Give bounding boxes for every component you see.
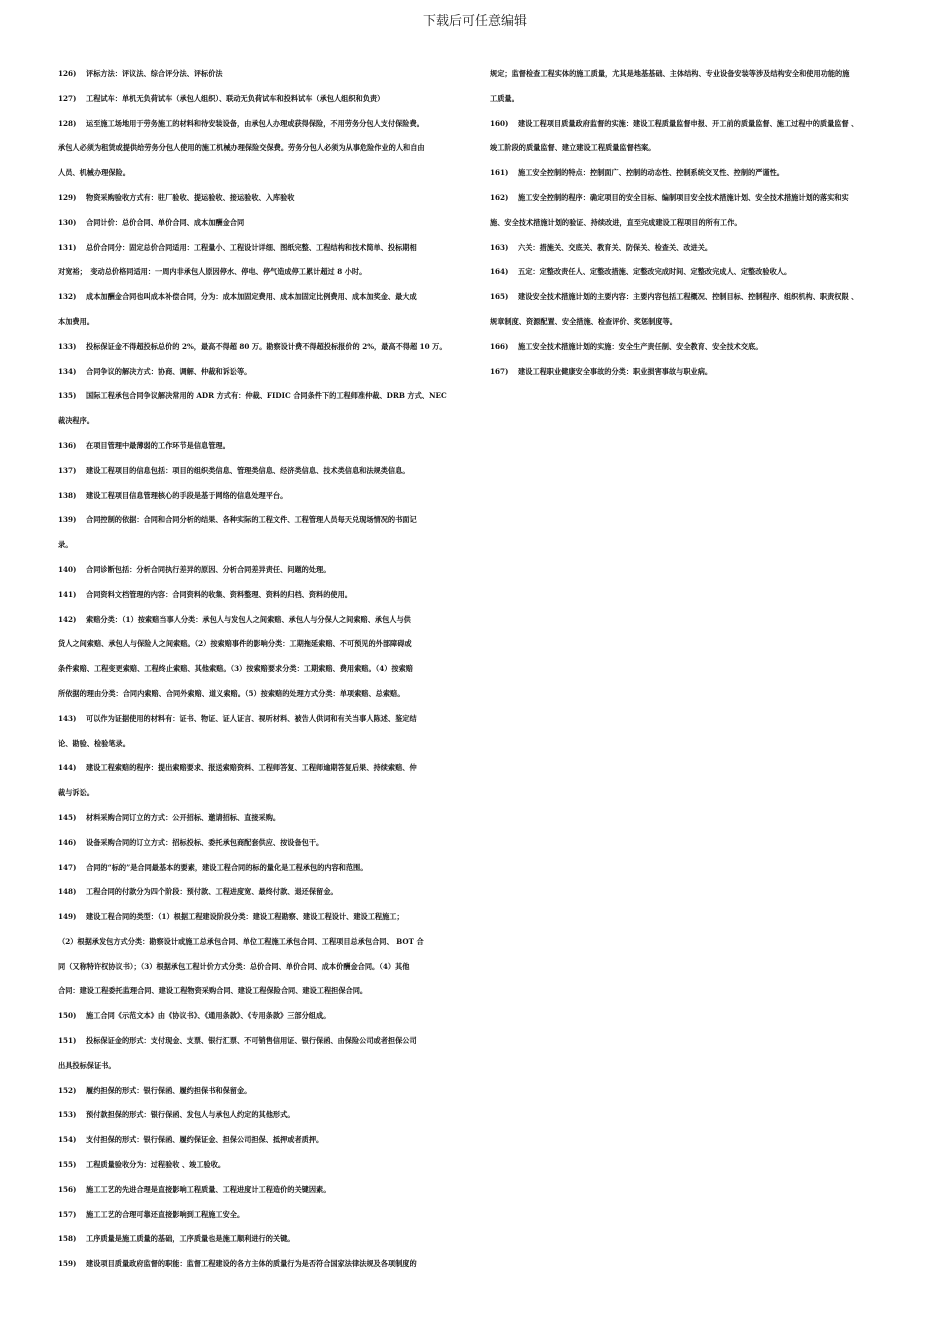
item-text: 工序质量是施工质量的基础，工序质量也是施工顺利进行的关键。 (86, 1234, 295, 1244)
item-text: 物资采购验收方式有：驻厂验收、提运验收、接运验收、入库验收 (86, 192, 295, 202)
page-header: 下载后可任意编辑 (422, 14, 527, 29)
text-line (490, 136, 902, 161)
text-line (490, 236, 902, 261)
text-line (58, 583, 462, 608)
item-number: 142) (58, 614, 77, 624)
text-line (490, 186, 902, 211)
item-text: 工程质量验收分为：过程验收 、竣工验收。 (86, 1160, 226, 1170)
item-number: 133) (58, 341, 77, 351)
item-text: 工质量。 (490, 93, 519, 103)
item-number: 166) (490, 341, 509, 351)
item-text: 索赔分类：（1）按索赔当事人分类：承包人与发包人之间索赔、承包人与分保人之间索赔、承包人与供 (86, 614, 411, 624)
text-line (58, 657, 462, 682)
text-line (490, 112, 902, 137)
text-line (58, 856, 462, 881)
item-number: 126) (58, 69, 77, 78)
item-number: 129) (58, 192, 77, 202)
item-text: 合同的“标的”是合同最基本的要素，建设工程合同的标的量化是工程承包的内容和范围。 (86, 862, 368, 872)
item-text: 成本加酬金合同也叫成本补偿合同，分为：成本加固定费用、成本加固定比例费用、成本加奖金、最大成 (86, 292, 417, 302)
item-text: 建设工程索赔的程序：提出索赔要求、报送索赔资料、工程师答复、工程师逾期答复后果、持续索赔、仲 (86, 763, 417, 773)
text-line (58, 161, 462, 186)
item-number: 150) (58, 1011, 77, 1021)
text-line (58, 1227, 462, 1252)
text-line (58, 335, 462, 360)
item-number: 149) (58, 912, 77, 922)
item-number: 160) (490, 118, 509, 128)
item-number: 167) (490, 366, 509, 376)
text-line (58, 434, 462, 459)
text-line (58, 136, 462, 161)
item-number: 130) (58, 217, 77, 227)
text-line (58, 806, 462, 831)
text-line (58, 632, 462, 657)
item-text: 人员、机械办理保险。 (58, 168, 130, 178)
item-text: 施工安全控制的程序：确定项目的安全目标、编制项目安全技术措施计划、安全技术措施计划的落实和实 (518, 192, 849, 202)
item-text: 投标保证金的形式：支付现金、支票、银行汇票、不可销售信用证、银行保函、由保险公司或者担保公司 (86, 1036, 417, 1046)
item-text: 支付担保的形式：银行保函、履约保证金、担保公司担保、抵押或者质押。 (86, 1135, 324, 1145)
item-text: 货人之间索赔、承包人与保险人之间索赔。（2）按索赔事件的影响分类：工期拖延索赔、不可预见的外部障碍或 (58, 639, 412, 649)
item-text: 可以作为证据使用的材料有：证书、物证、证人证言、视听材料、被告人供词和有关当事人陈述、鉴定结 (86, 713, 417, 723)
text-line (58, 732, 462, 757)
text-line (58, 384, 462, 409)
item-text: 施工安全技术措施计划的实施：安全生产责任制、安全教育、安全技术交底。 (518, 341, 763, 351)
item-text: 合同：建设工程委托监理合同、建设工程物资采购合同、建设工程保险合同、建设工程担保合同。 (58, 986, 368, 996)
text-line (58, 756, 462, 781)
item-number: 127) (58, 93, 77, 103)
item-text: 总价合同分：固定总价合同适用：工程量小、工程设计详细、图纸完整、工程结构和技术简单、投标期相 (86, 242, 417, 252)
item-text: 设备采购合同的订立方式：招标投标、委托承包商配套供应、按设备包干。 (86, 837, 324, 847)
text-line (58, 1004, 462, 1029)
text-line (58, 930, 462, 955)
text-line (58, 62, 462, 87)
item-text: 评标方法：评议法、综合评分法、评标价法 (86, 69, 223, 78)
item-number: 140) (58, 564, 77, 574)
item-text: 建设工程项目质量政府监督的实施：建设工程质量监督申报、开工前的质量监督、施工过程中的质量监督 、 (518, 118, 859, 128)
item-text: 施工工艺的先进合理是直接影响工程质量、工程进度计工程造价的关键因素。 (86, 1184, 331, 1194)
text-line (490, 260, 902, 285)
text-line (58, 608, 462, 633)
item-text: 材料采购合同订立的方式：公开招标、邀请招标、直接采购。 (86, 812, 281, 822)
text-line (58, 310, 462, 335)
text-line (58, 260, 462, 285)
item-text: 工程试车：单机无负荷试车（承包人组织）、联动无负荷试车和投料试车（承包人组织和负责） (86, 93, 385, 103)
text-line (58, 1103, 462, 1128)
item-number: 143) (58, 713, 77, 723)
item-text: 国际工程承包合同争议解决常用的 ADR 方式有：仲裁、FIDIC 合同条件下的工程师准仲裁、DRB 方式、NEC (86, 391, 447, 401)
text-line (58, 285, 462, 310)
text-line (490, 335, 902, 360)
item-number: 134) (58, 366, 77, 376)
text-line (58, 87, 462, 112)
text-line (58, 905, 462, 930)
item-text: 工程合同的付款分为四个阶段：预付款、工程进度宽、最终付款、退还保留金。 (86, 887, 338, 897)
item-text: 裁决程序。 (58, 416, 94, 426)
item-number: 162) (490, 192, 509, 202)
item-text: 建设工程项目的信息包括：项目的组织类信息、管理类信息、经济类信息、技术类信息和法规类信息。 (86, 465, 410, 475)
text-line (490, 310, 902, 335)
item-number: 157) (58, 1209, 77, 1219)
text-line (58, 112, 462, 137)
text-line (58, 682, 462, 707)
item-text: 施工工艺的合理可靠还直接影响到工程施工安全。 (86, 1209, 245, 1219)
right-column (490, 62, 902, 384)
text-line (58, 1054, 462, 1079)
item-text: 运至施工场地用于劳务施工的材料和待安装设备，由承包人办理或获得保险，不用劳务分包人支付保险费。 (86, 118, 424, 128)
item-text: 合同诊断包括：分析合同执行差异的原因、分析合同差异责任、问题的处理。 (86, 564, 331, 574)
left-column (58, 62, 462, 1277)
text-line (58, 409, 462, 434)
item-text: 施工合同《示范文本》由《协议书》、《通用条款》、《专用条款》三部分组成。 (86, 1011, 331, 1021)
item-number: 155) (58, 1160, 77, 1170)
item-number: 141) (58, 589, 77, 599)
text-line (58, 1252, 462, 1277)
text-line (58, 459, 462, 484)
item-text: 建设项目质量政府监督的职能：监督工程建设的各方主体的质量行为是否符合国家法律法规及各项制度的 (86, 1259, 417, 1269)
item-text: 五定：定整改责任人、定整改措施、定整改完成时间、定整改完成人、定整改验收人。 (518, 267, 792, 277)
text-line (58, 1178, 462, 1203)
text-line (490, 211, 902, 236)
item-text: 承包人必须为租赁或提供给劳务分包人使用的施工机械办理保险交保费。劳务分包人必须为从事危险作业的人和自由 (58, 143, 425, 153)
item-number: 165) (490, 292, 509, 302)
item-number: 132) (58, 292, 77, 302)
item-number: 139) (58, 515, 77, 525)
item-number: 138) (58, 490, 77, 500)
text-line (58, 211, 462, 236)
text-line (490, 62, 902, 87)
text-line (58, 533, 462, 558)
item-number: 152) (58, 1085, 77, 1095)
item-text: 投标保证金不得超投标总价的 2%，最高不得超 80 万。勘察设计费不得超投标报价的 2%，最高不得超 10 万。 (86, 341, 447, 351)
item-text: 录。 (58, 540, 73, 550)
item-number: 154) (58, 1135, 77, 1145)
item-number: 137) (58, 465, 77, 475)
text-line (58, 955, 462, 980)
item-text: 施、安全技术措施计划的验证、持续改进，直至完成建设工程项目的所有工作。 (490, 217, 742, 227)
item-number: 131) (58, 242, 77, 252)
item-text: 建设安全技术措施计划的主要内容：主要内容包括工程概况、控制目标、控制程序、组织机构、职责权限 、 (518, 292, 859, 302)
item-text: 合同资料文档管理的内容：合同资料的收集、资料整理、资料的归档、资料的使用。 (86, 589, 352, 599)
item-number: 128) (58, 118, 77, 128)
item-number: 156) (58, 1184, 77, 1194)
item-text: 合同控制的依据：合同和合同分析的结果、各种实际的工程文件、工程管理人员每天兑现场情况的书面记 (86, 515, 417, 525)
text-line (58, 880, 462, 905)
text-line (490, 87, 902, 112)
item-text: 规章制度、资源配置、安全措施、检查评价、奖惩制度等。 (490, 316, 677, 326)
item-text: 合同争议的解决方式：协商、调解、仲裁和诉讼等。 (86, 366, 252, 376)
item-text: 建设工程职业健康安全事故的分类：职业损害事故与职业病。 (518, 366, 713, 376)
item-number: 136) (58, 440, 77, 450)
item-text: 规定；监督检查工程实体的施工质量，尤其是地基基础、主体结构、专业设备安装等涉及结构安全和使用功能的施 (490, 69, 850, 78)
text-line (58, 781, 462, 806)
text-line (58, 831, 462, 856)
item-text: 合同计价：总价合同、单价合同、成本加酬金合同 (86, 217, 245, 227)
item-text: 施工安全控制的特点：控制面广、控制的动态性、控制系统交叉性、控制的严谨性。 (518, 168, 784, 178)
text-line (58, 236, 462, 261)
text-line (58, 707, 462, 732)
item-text: 条件索赔、工程变更索赔、工程终止索赔、其他索赔。（3）按索赔要求分类：工期索赔、费用索赔。（4）按索赔 (58, 664, 413, 674)
item-text: 裁与诉讼。 (58, 788, 94, 798)
item-number: 148) (58, 887, 77, 897)
item-text: 对宽裕； 变动总价格同适用：一周内非承包人原因停水、停电、停气造成停工累计超过 8 小时。 (58, 267, 367, 277)
item-number: 147) (58, 862, 77, 872)
text-line (58, 1153, 462, 1178)
text-line (490, 161, 902, 186)
item-text: 建设工程项目信息管理核心的手段是基于网络的信息处理平台。 (86, 490, 288, 500)
item-text: 在项目管理中最薄弱的工作环节是信息管理。 (86, 440, 230, 450)
item-text: 所依据的理由分类：合同内索赔、合同外索赔、道义索赔。（5）按索赔的处理方式分类：单项索赔、总索赔。 (58, 688, 405, 698)
text-line (58, 558, 462, 583)
item-number: 151) (58, 1036, 77, 1046)
item-text: （2）根据承发包方式分类：勘察设计或施工总承包合同、单位工程施工承包合同、工程项目总承包合同、 BOT 合 (58, 936, 424, 946)
text-line (58, 1128, 462, 1153)
item-number: 158) (58, 1234, 77, 1244)
item-number: 146) (58, 837, 77, 847)
item-number: 163) (490, 242, 509, 252)
item-text: 同（又称特许权协议书）；（3）根据承包工程计价方式分类：总价合同、单价合同、成本价酬金合同。（4）其他 (58, 961, 410, 971)
item-text: 本加费用。 (58, 316, 94, 326)
text-line (58, 1203, 462, 1228)
text-line (58, 1029, 462, 1054)
text-line (58, 186, 462, 211)
text-line (490, 360, 902, 385)
item-number: 135) (58, 391, 77, 401)
item-text: 竣工阶段的质量监督、建立建设工程质量监督档案。 (490, 143, 656, 153)
text-line (58, 360, 462, 385)
item-text: 六关：措施关、交底关、教育关、防保关、检查关、改进关。 (518, 242, 713, 252)
item-number: 145) (58, 812, 77, 822)
item-number: 144) (58, 763, 77, 773)
item-number: 164) (490, 267, 509, 277)
item-text: 论、勘验、检验笔录。 (58, 738, 130, 748)
item-number: 161) (490, 168, 509, 178)
text-line (58, 484, 462, 509)
item-text: 出具投标保证书。 (58, 1060, 116, 1070)
text-line (58, 979, 462, 1004)
item-text: 履约担保的形式：银行保函、履约担保书和保留金。 (86, 1085, 252, 1095)
item-number: 159) (58, 1259, 77, 1269)
item-number: 153) (58, 1110, 77, 1120)
text-line (58, 508, 462, 533)
item-text: 预付款担保的形式：银行保函、发包人与承包人约定的其他形式。 (86, 1110, 295, 1120)
text-line (490, 285, 902, 310)
text-line (58, 1079, 462, 1104)
item-text: 建设工程合同的类型：（1）根据工程建设阶段分类：建设工程勘察、建设工程设计、建设工程施工； (86, 912, 404, 922)
